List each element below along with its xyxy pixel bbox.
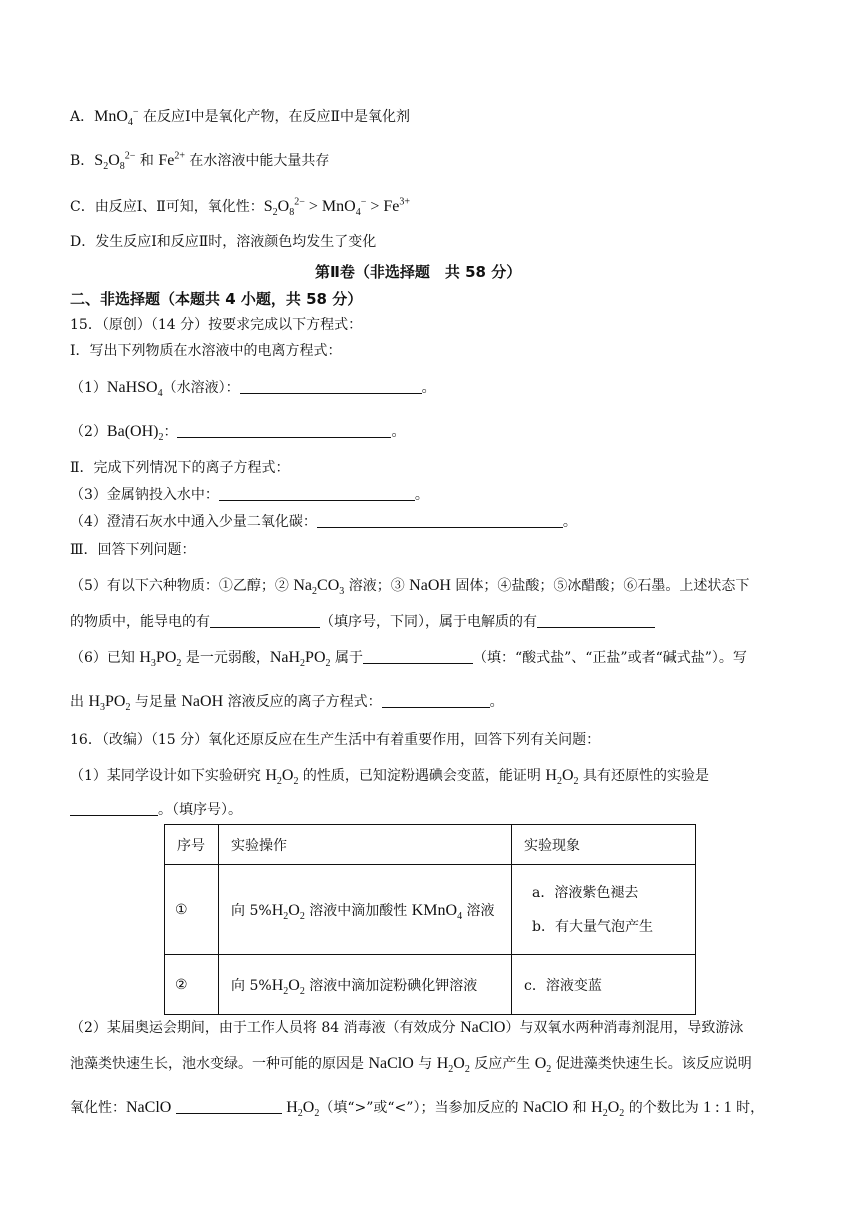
subscript: 2 (283, 910, 289, 922)
q15-item-6-line2 (70, 692, 504, 712)
item-text: （填序号，下同），属于电解质的有 (320, 614, 537, 630)
subscript: 2 (103, 161, 109, 173)
part-title: 二、非选择题（本题共 4 小题，共 58 分） (70, 290, 363, 308)
operation-text: 向 5% (231, 902, 272, 919)
nahso4-formula (106, 379, 163, 400)
subscript: 3 (100, 702, 106, 714)
answer-blank[interactable] (382, 693, 490, 708)
option-c-text: C．由反应Ⅰ、Ⅱ可知，氧化性： (70, 199, 264, 215)
operation-text: 向 5% (231, 977, 272, 994)
item-label: （1） (70, 380, 107, 396)
item-text: 反应产生 (469, 1056, 535, 1072)
h3po2-formula (139, 649, 182, 670)
item-text: （1）某同学设计如下实验研究 (70, 768, 266, 784)
superscript: 3+ (399, 196, 410, 208)
item-text: 是一元弱酸， (181, 650, 270, 666)
subscript: 3 (150, 658, 156, 670)
phenomenon-b: b．有大量气泡产生 (532, 918, 653, 935)
formula-text: O (288, 901, 300, 919)
formula-text: H (271, 976, 284, 994)
item-text: （填：“酸式盐”、“正盐”或者“碱式盐”）。写 (472, 650, 747, 666)
subscript: 2 (602, 1108, 608, 1120)
ratio-value: 1 : 1 (703, 1099, 732, 1116)
formula-text: O (302, 1099, 315, 1116)
answer-blank[interactable] (240, 379, 422, 394)
item-text: 的物质中，能导电的有 (70, 614, 210, 630)
formula-text: S (263, 198, 273, 215)
phenomenon-a: a．溶液紫色褪去 (532, 884, 639, 901)
h2o2-formula (271, 976, 305, 997)
item-text: 的个数比为 (624, 1100, 704, 1116)
period: 。 (391, 424, 406, 440)
option-a-label: A． (70, 109, 95, 125)
formula-text: NaHSO (106, 379, 158, 396)
option-a-text: 在反应Ⅰ中是氧化产物，在反应Ⅱ中是氧化剂 (138, 109, 411, 125)
h2o2-formula (265, 767, 299, 788)
colon: ： (163, 424, 178, 440)
answer-blank[interactable] (363, 649, 473, 664)
row-number: ② (165, 955, 219, 1015)
kmno4-formula (411, 901, 463, 922)
item-text: （5）有以下六种物质：①乙醇；② (70, 578, 294, 594)
h3po2-formula (88, 693, 131, 714)
subscript: 2 (300, 658, 306, 670)
subscript: 2 (314, 1108, 320, 1120)
item-text: （填“>”或“<”）；当参加反应的 (319, 1100, 523, 1116)
item-text: 促进藻类快速生长。该反应说明 (551, 1056, 752, 1072)
q15-item-1 (70, 378, 436, 398)
table-header-row (165, 825, 696, 865)
persulfate-formula (263, 196, 410, 219)
q16-item-2-line3 (70, 1098, 764, 1118)
persulfate-formula (94, 150, 136, 173)
formula-text: O (561, 767, 574, 784)
subscript: 2 (448, 1064, 454, 1076)
h2o2-formula (271, 901, 305, 922)
period: 。 (562, 514, 577, 530)
subscript: 2 (272, 207, 278, 219)
q15-part-i: Ⅰ．写出下列物质在水溶液中的电离方程式： (70, 343, 342, 359)
option-b-text: 在水溶液中能大量共存 (184, 153, 330, 169)
subscript: 8 (119, 161, 125, 173)
item-text: （6）已知 (70, 650, 140, 666)
subscript: 2 (619, 1108, 625, 1120)
subscript: 2 (573, 776, 579, 788)
formula-text: Na (293, 577, 313, 594)
q15-item-5-line2 (70, 612, 655, 632)
period: 。 (489, 694, 504, 710)
subscript: 8 (289, 207, 295, 219)
answer-blank[interactable] (210, 613, 320, 628)
q15-item-6-line1 (70, 648, 747, 668)
row-phenomenon: c．溶液变蓝 (512, 955, 696, 1015)
option-d: D．发生反应Ⅰ和反应Ⅱ时，溶液颜色均发生了变化 (70, 234, 377, 250)
h2o2-formula (545, 767, 579, 788)
option-c (70, 197, 410, 217)
header-cell-phenomenon: 实验现象 (512, 825, 696, 865)
subscript: 4 (127, 117, 133, 129)
q15-header: 15．（原创）（14 分）按要求完成以下方程式： (70, 317, 363, 333)
naoh-formula: NaOH (409, 577, 451, 594)
formula-text: O (453, 1055, 465, 1072)
na2co3-formula (293, 577, 345, 598)
naclo-formula: NaClO (522, 1099, 569, 1116)
subscript: 4 (157, 388, 163, 400)
q15-part-ii: Ⅱ．完成下列情况下的离子方程式： (70, 460, 290, 476)
formula-text: O (288, 976, 300, 994)
formula-text: Ba(OH) (106, 423, 159, 440)
subscript: 2 (464, 1064, 470, 1076)
row-operation (219, 955, 512, 1015)
q15-item-4 (70, 512, 577, 532)
header-cell-no: 序号 (165, 825, 219, 865)
formula-text: PO (305, 649, 326, 666)
operation-text: 溶液中滴加淀粉碘化钾溶液 (304, 977, 478, 994)
subscript: 2 (276, 776, 282, 788)
greater-than: > (304, 198, 322, 215)
item-text: 。（填序号）。 (158, 802, 242, 818)
q15-item-5-line1 (70, 576, 749, 596)
o2-formula (534, 1055, 552, 1076)
q16-header: 16．（改编）（15 分）氧化还原反应在生产生活中有着重要作用，回答下列有关问题： (70, 732, 601, 748)
subscript: 2 (293, 776, 299, 788)
header-cell-operation: 实验操作 (219, 825, 512, 865)
item-text: 属于 (330, 650, 363, 666)
formula-text: O (108, 152, 120, 169)
formula-text: NaH (269, 649, 301, 666)
permanganate-formula (94, 106, 139, 129)
formula-text: O (534, 1055, 547, 1072)
item-text: 溶液反应的离子方程式： (223, 694, 382, 710)
superscript: 2− (294, 196, 305, 208)
naclo-formula: NaClO (126, 1099, 172, 1116)
q16-item-1-line2 (70, 800, 242, 820)
greater-than: > (366, 198, 384, 215)
subscript: 2 (312, 586, 318, 598)
item-text: 和 (568, 1100, 592, 1116)
item-text: （3）金属钠投入水中： (70, 487, 219, 503)
answer-blank[interactable] (177, 423, 391, 438)
subscript: 2 (325, 658, 331, 670)
superscript: − (132, 106, 139, 118)
answer-blank[interactable] (537, 613, 655, 628)
option-b-label: B． (70, 153, 95, 169)
section-title: 第Ⅱ卷（非选择题 共 58 分） (315, 263, 522, 281)
subscript: 2 (176, 658, 182, 670)
item-text: （2）某届奥运会期间，由于工作人员将 84 消毒液（有效成分 (70, 1020, 461, 1036)
subscript: 2 (299, 985, 305, 997)
formula-text: MnO (94, 108, 128, 125)
formula-text: Fe (383, 198, 400, 215)
row-operation (219, 865, 512, 955)
formula-text: H (545, 767, 557, 784)
formula-text: H (271, 901, 284, 919)
item-text: 出 (70, 694, 89, 710)
iron2-formula (158, 152, 185, 169)
table-row (165, 865, 696, 955)
subscript: 3 (339, 586, 345, 598)
subscript: 2 (158, 432, 164, 444)
h2o2-formula (286, 1099, 320, 1120)
formula-text: H (139, 649, 151, 666)
operation-text: 溶液 (462, 902, 495, 919)
item-text: 具有还原性的实验是 (578, 768, 709, 784)
formula-text: H (265, 767, 277, 784)
h2o2-formula (591, 1099, 625, 1120)
item-text: 时， (731, 1100, 765, 1116)
formula-text: H (286, 1099, 298, 1116)
item-text: 固体；④盐酸；⑤冰醋酸；⑥石墨。上述状态下 (450, 578, 750, 594)
item-text: 氧化性： (70, 1100, 126, 1116)
item-note: （水溶液）： (162, 380, 240, 396)
subscript: 2 (283, 985, 289, 997)
answer-blank[interactable] (176, 1099, 282, 1114)
item-text: ）与双氧水两种消毒剂混用，导致游泳 (505, 1020, 744, 1036)
formula-text: KMnO (411, 901, 458, 919)
formula-text: S (94, 152, 104, 169)
item-label: （2） (70, 424, 107, 440)
q15-item-3 (70, 485, 429, 505)
formula-text: O (277, 198, 290, 215)
formula-text: Fe (158, 152, 175, 169)
formula-text: H (436, 1055, 449, 1072)
subscript: 4 (457, 910, 463, 922)
answer-blank[interactable] (317, 513, 563, 528)
answer-blank[interactable] (70, 801, 158, 816)
table-row (165, 955, 696, 1015)
q15-part-iii: Ⅲ．回答下列问题： (70, 542, 196, 558)
formula-text: O (281, 767, 294, 784)
formula-text: MnO (321, 198, 356, 215)
naclo-formula: NaClO (368, 1055, 414, 1072)
connector-text: 和 (135, 153, 159, 169)
subscript: 2 (125, 702, 131, 714)
row-number: ① (165, 865, 219, 955)
row-phenomenon (512, 865, 696, 955)
baoh2-formula (106, 423, 164, 444)
q16-item-2-line2 (70, 1054, 752, 1074)
item-text: 的性质，已知淀粉遇碘会变蓝，能证明 (298, 768, 546, 784)
item-text: 与 (413, 1056, 437, 1072)
subscript: 2 (546, 1064, 552, 1076)
option-a (70, 107, 410, 127)
q16-item-1-line1 (70, 766, 709, 786)
item-text: 池藻类快速生长，池水变绿。一种可能的原因是 (70, 1056, 369, 1072)
q15-item-2 (70, 422, 405, 442)
subscript: 4 (355, 207, 361, 219)
formula-text: O (607, 1099, 620, 1116)
experiment-table (164, 824, 696, 1015)
option-b (70, 151, 329, 171)
item-text: （4）澄清石灰水中通入少量二氧化碳： (70, 514, 317, 530)
superscript: 2− (124, 150, 136, 162)
h2o2-formula (436, 1055, 470, 1076)
formula-text: CO (317, 577, 340, 594)
q16-item-2-line1 (70, 1018, 743, 1038)
item-text: 与足量 (130, 694, 182, 710)
answer-blank[interactable] (219, 486, 415, 501)
subscript: 2 (297, 1108, 303, 1120)
subscript: 2 (299, 910, 305, 922)
superscript: − (360, 196, 367, 208)
formula-text: PO (155, 649, 177, 666)
item-text: 溶液；③ (344, 578, 410, 594)
superscript: 2+ (174, 150, 185, 162)
period: 。 (414, 487, 429, 503)
period: 。 (421, 380, 436, 396)
operation-text: 溶液中滴加酸性 (304, 902, 412, 919)
nah2po2-formula (269, 649, 331, 670)
naclo-formula: NaClO (460, 1019, 506, 1036)
formula-text: H (591, 1099, 603, 1116)
naoh-formula: NaOH (181, 693, 224, 710)
subscript: 2 (556, 776, 562, 788)
formula-text: PO (105, 693, 126, 710)
formula-text: H (88, 693, 101, 710)
